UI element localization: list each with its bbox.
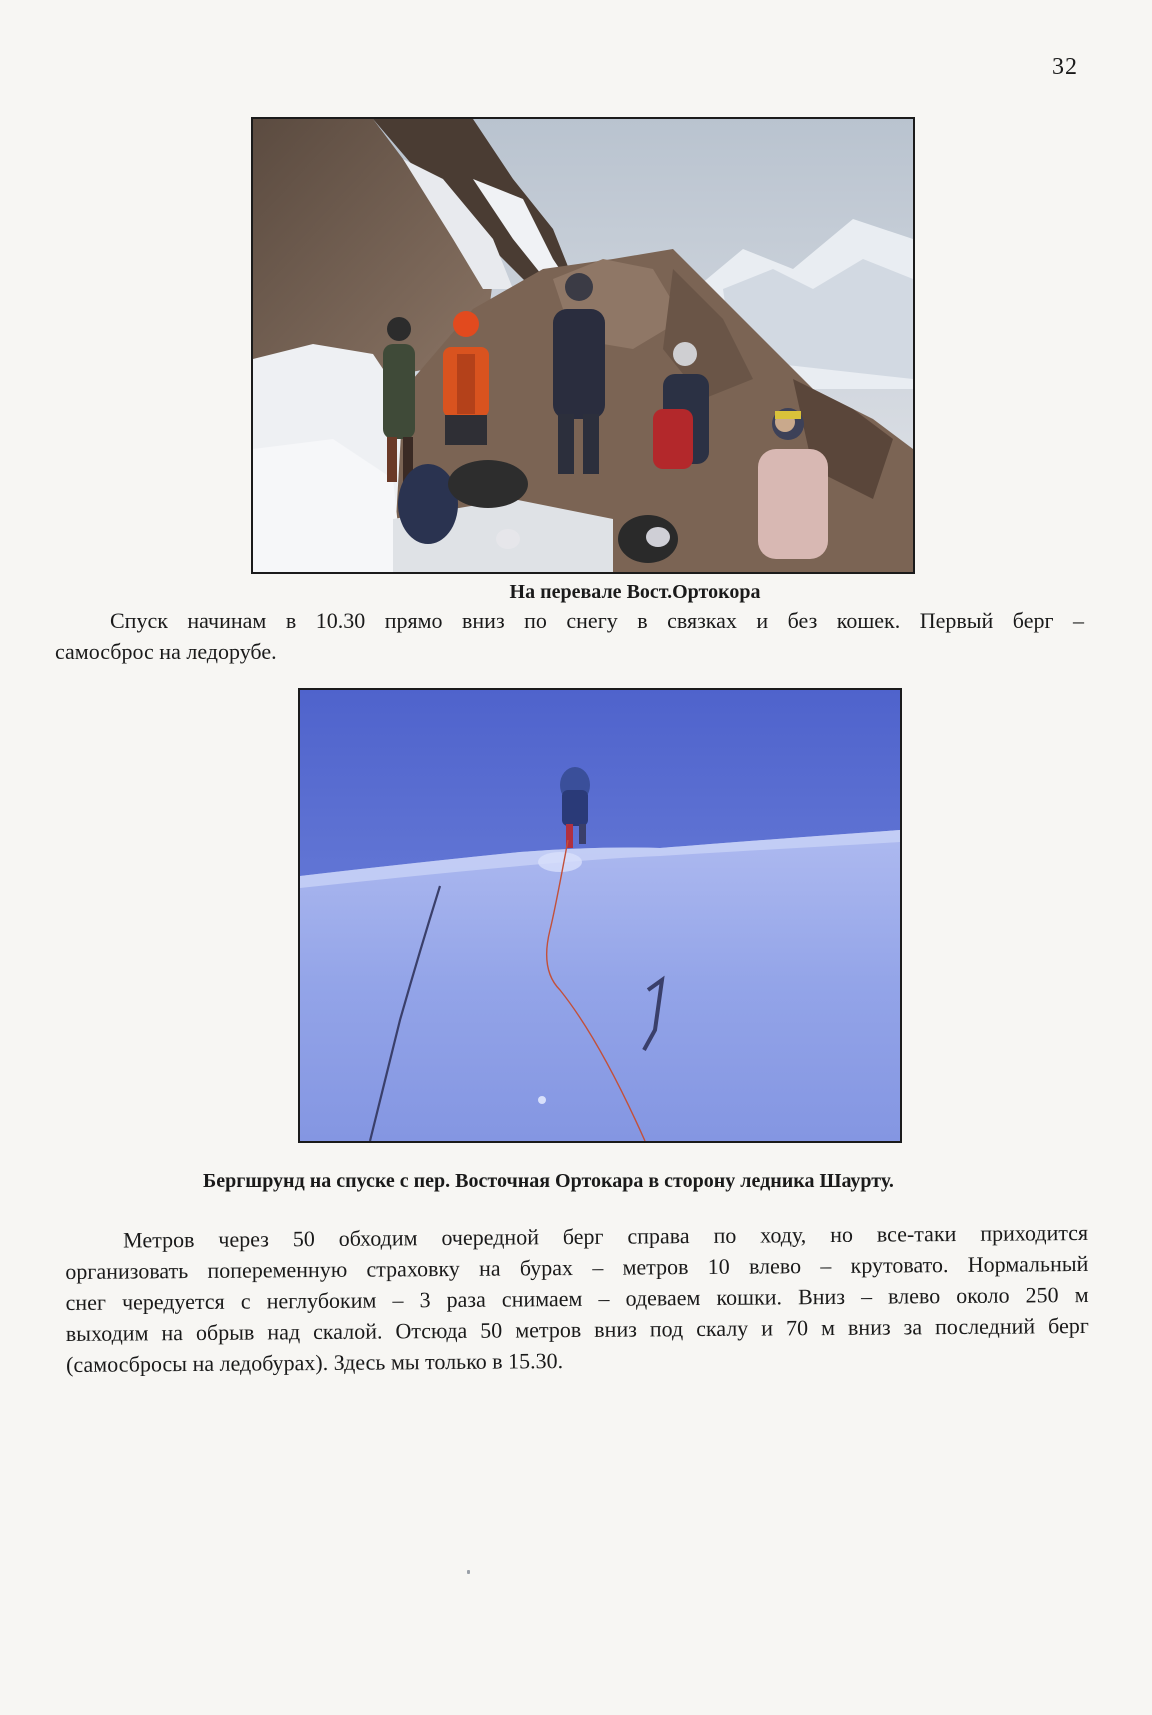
page-number: 32 (1052, 54, 1078, 80)
bergschrund-photo (298, 688, 902, 1143)
paragraph-line: Спуск начинам в 10.30 прямо вниз по снегу в связках и без кошек. Первый берг – (110, 608, 1084, 633)
paragraph-line: (самосбросы на ледобурах). Здесь мы только в 15.30. (65, 1348, 564, 1377)
paragraph-line: снег чередуется с неглубоким – 3 раза снимаем – одеваем кошки. Вниз – влево около 250 м (65, 1281, 1089, 1315)
figure-caption-2: Бергшрунд на спуске с пер. Восточная Ортокара в сторону ледника Шаурту. (203, 1170, 894, 1192)
figure-caption-1: На перевале Вост.Ортокора (509, 581, 761, 603)
pass-group-photo (251, 117, 915, 574)
paragraph-1 (55, 605, 1084, 667)
scan-speck (467, 1570, 470, 1574)
paragraph-line: выходим на обрыв над скалой. Отсюда 50 метров вниз под скалу и 70 м вниз за последний берг (65, 1312, 1089, 1346)
paragraph-line: Метров через 50 обходим очередной берг справа по ходу, но все-таки приходится (123, 1219, 1089, 1253)
paragraph-line: самосброс на ледорубе. (55, 639, 277, 664)
paragraph-line: организовать попеременную страховку на бурах – метров 10 влево – крутовато. Нормальный (65, 1250, 1089, 1284)
paragraph-2 (65, 1217, 1089, 1380)
